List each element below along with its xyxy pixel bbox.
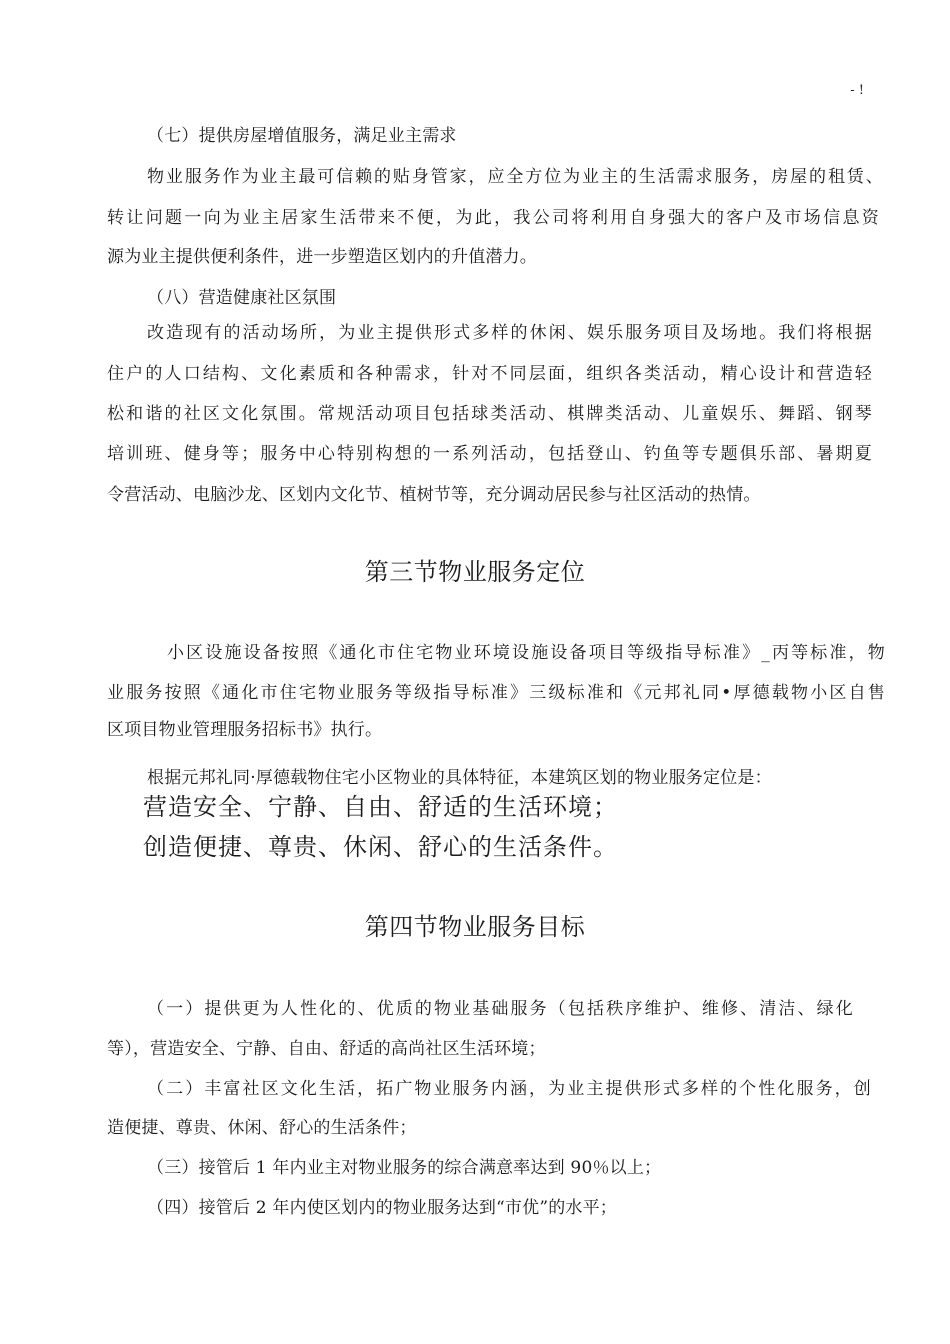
positioning-line-2: 创造便捷、尊贵、休闲、舒心的生活条件。 <box>143 833 618 861</box>
section-8-heading: （八）营造健康社区氛围 <box>147 288 337 308</box>
section-8-para-line-1: 改造现有的活动场所，为业主提供形式多样的休闲、娱乐服务项目及场地。我们将根据 <box>147 323 872 343</box>
goal-line-1: （一）提供更为人性化的、优质的物业基础服务（包括秩序维护、维修、清洁、绿化 <box>147 999 853 1019</box>
goal-line-4: 造便捷、尊贵、休闲、舒心的生活条件； <box>107 1118 417 1138</box>
section-8-para-line-2: 住户的人口结构、文化素质和各种需求，针对不同层面，组织各类活动，精心设计和营造轻 <box>107 364 872 384</box>
goal-line-6: （四）接管后 2 年内使区划内的物业服务达到“市优”的水平； <box>147 1198 618 1218</box>
page-marker: - ! <box>850 83 864 98</box>
goal-line-5: （三）接管后 1 年内业主对物业服务的综合满意率达到 90％以上； <box>147 1158 662 1178</box>
section-7-para-line-2: 转让问题一向为业主居家生活带来不便，为此，我公司将利用自身强大的客户及市场信息资 <box>107 208 879 228</box>
chapter-3-para-line-2: 业服务按照《通化市住宅物业服务等级指导标准》三级标准和《元邦礼同•厚德载物小区自售 <box>107 683 885 703</box>
chapter-3-para-line-1: 小区设施设备按照《通化市住宅物业环境设施设备项目等级指导标准》_丙等标准，物 <box>167 643 885 663</box>
chapter-4-title: 第四节物业服务目标 <box>364 913 586 941</box>
section-8-para-line-5: 令营活动、电脑沙龙、区划内文化节、植树节等，充分调动居民参与社区活动的热情。 <box>107 485 761 505</box>
chapter-3-intro: 根据元邦礼同·厚德载物住宅小区物业的具体特征，本建筑区划的物业服务定位是： <box>147 768 772 788</box>
chapter-3-title: 第三节物业服务定位 <box>364 558 586 586</box>
section-7-para-line-3: 源为业主提供便利条件，进一步塑造区划内的升值潜力。 <box>107 247 537 267</box>
goal-line-3: （二）丰富社区文化生活，拓广物业服务内涵，为业主提供形式多样的个性化服务，创 <box>147 1079 871 1099</box>
section-7-para-line-1: 物业服务作为业主最可信赖的贴身管家，应全方位为业主的生活需求服务，房屋的租赁、 <box>147 167 883 187</box>
section-7-heading: （七）提供房屋增值服务，满足业主需求 <box>147 126 457 146</box>
section-8-para-line-3: 松和谐的社区文化氛围。常规活动项目包括球类活动、棋牌类活动、儿童娱乐、舞蹈、钢琴 <box>107 404 872 424</box>
positioning-line-1: 营造安全、宁静、自由、舒适的生活环境； <box>143 793 618 821</box>
chapter-3-para-line-3: 区项目物业管理服务招标书》执行。 <box>107 720 383 740</box>
section-8-para-line-4: 培训班、健身等；服务中心特别构想的一系列活动，包括登山、钓鱼等专题俱乐部、暑期夏 <box>107 444 872 464</box>
goal-line-2: 等），营造安全、宁静、自由、舒适的高尚社区生活环境； <box>107 1039 546 1059</box>
